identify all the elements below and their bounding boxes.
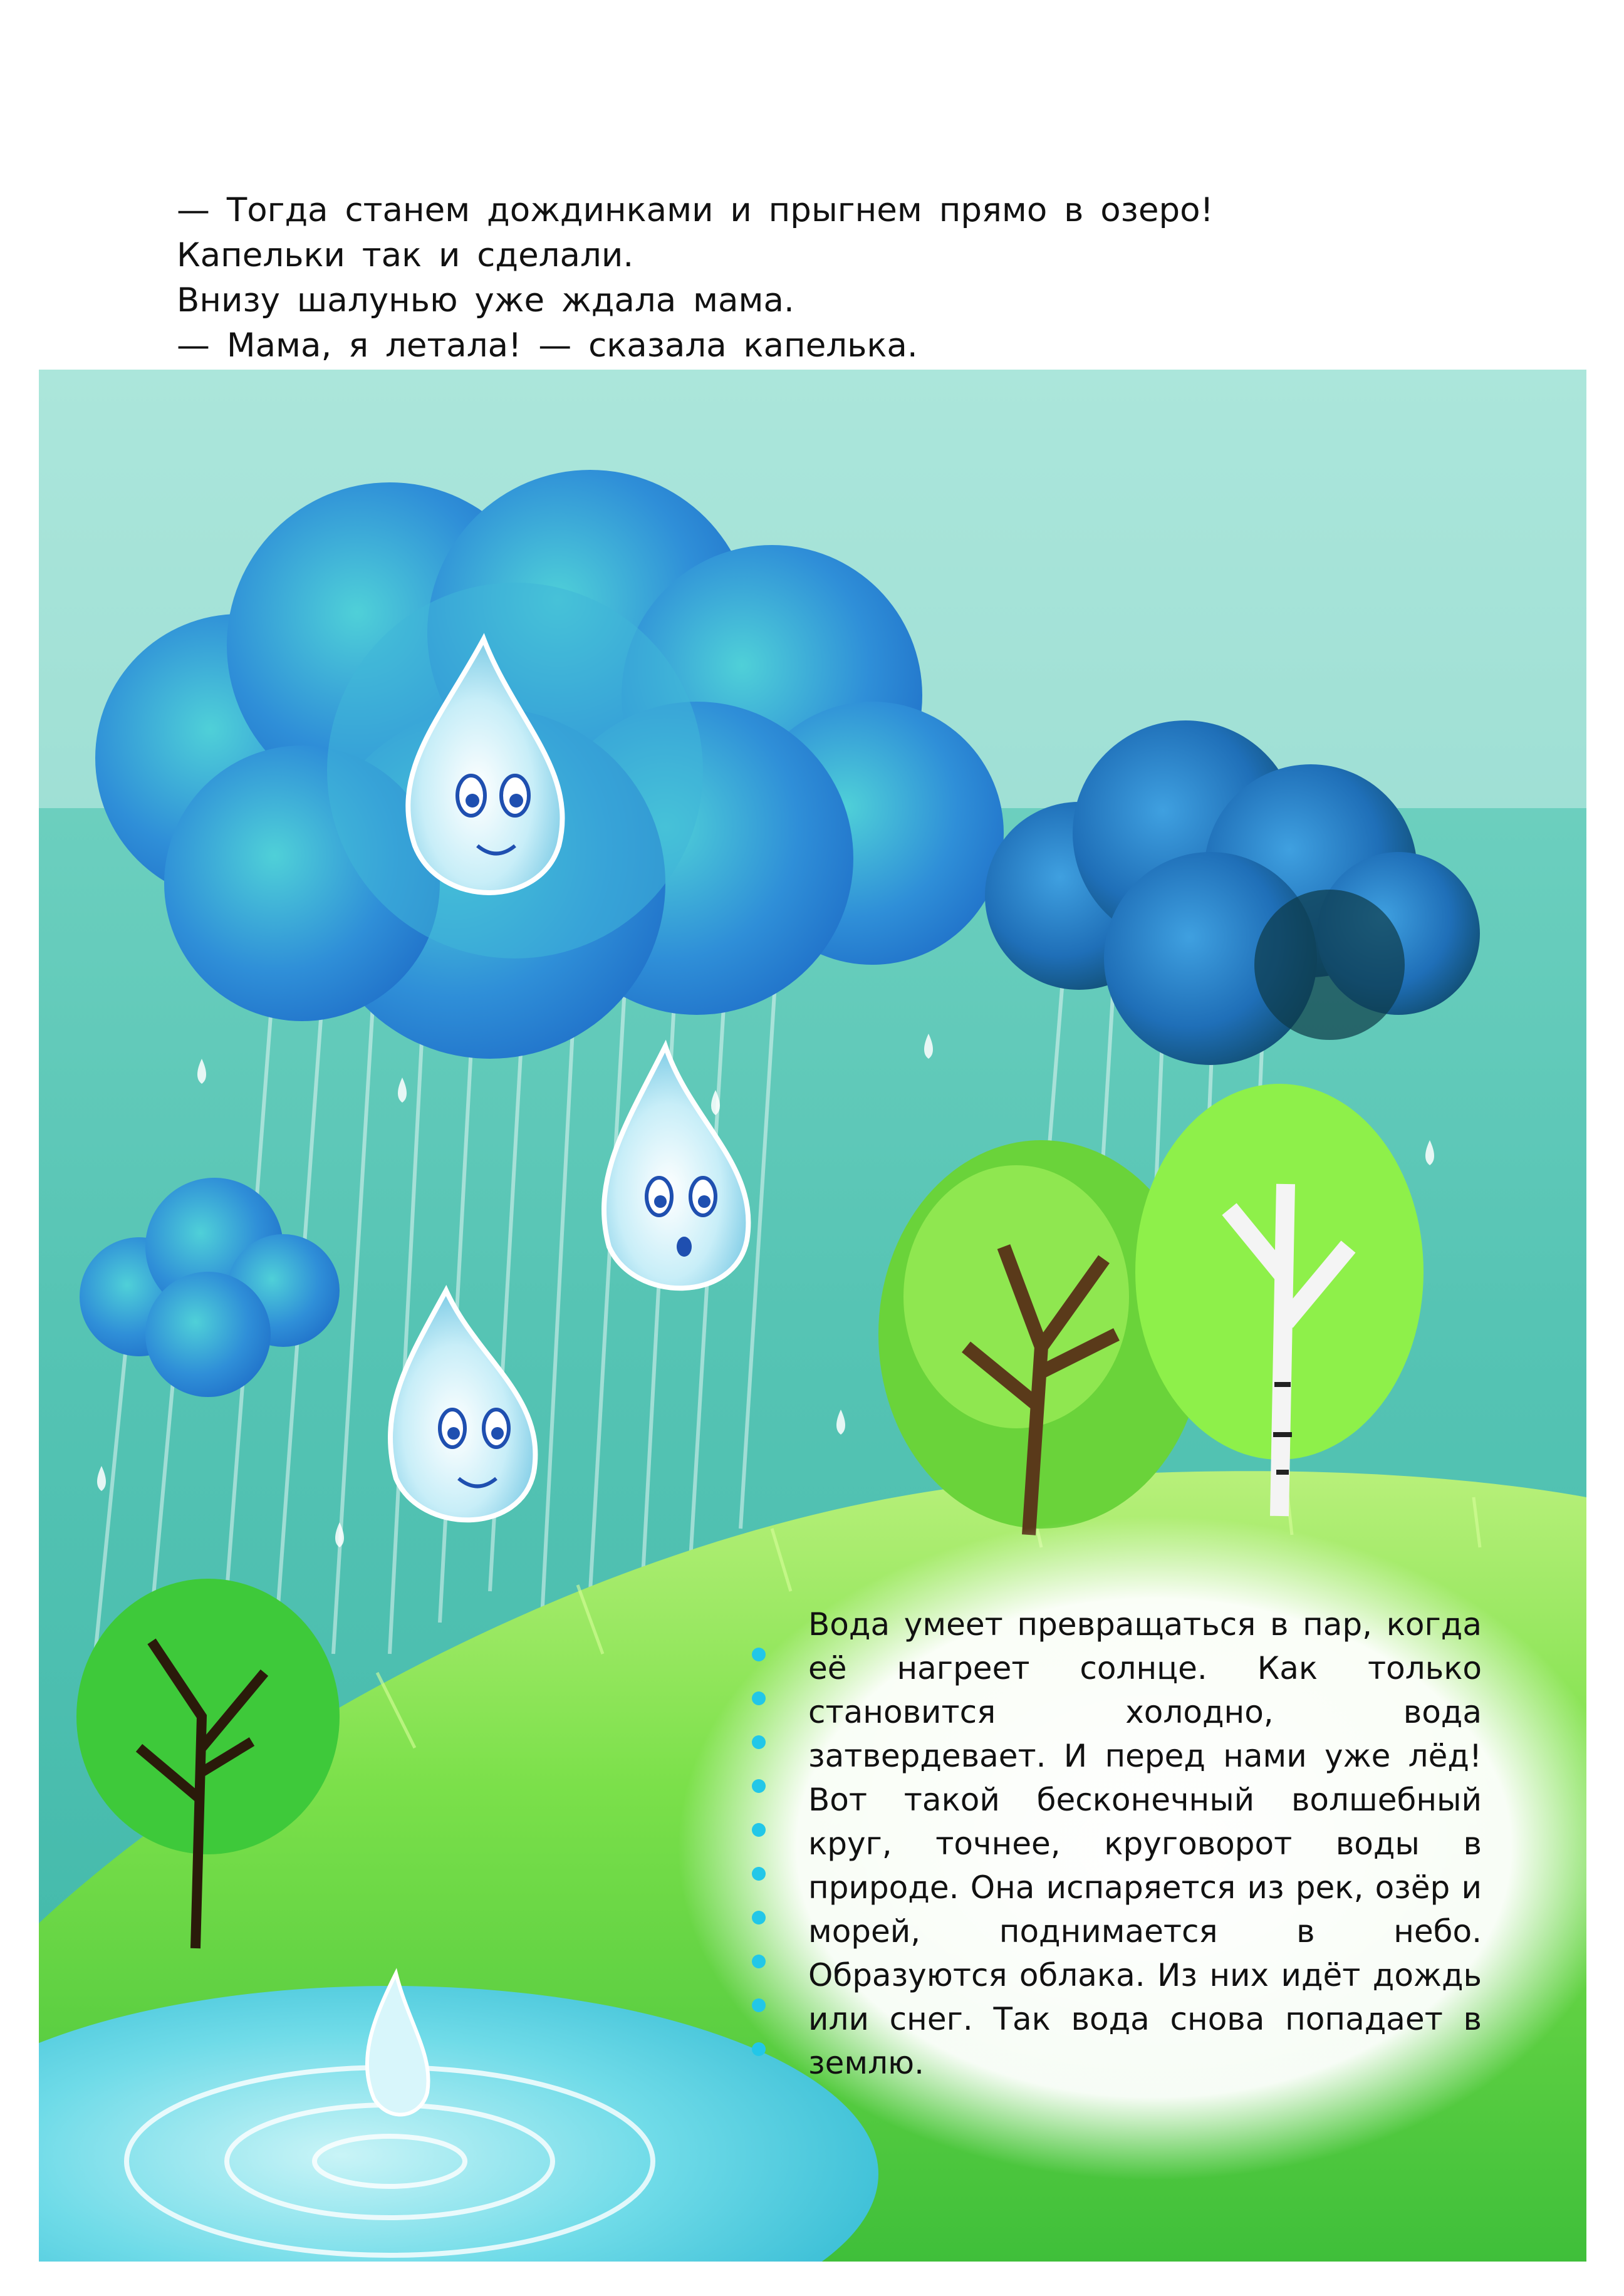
story-line: — Тогда станем дождинками и прыгнем прямо в озеро! <box>177 191 1214 229</box>
story-line: Капельки так и сделали. <box>177 236 634 274</box>
info-text: Вода умеет превращаться в пар, когда её нагреет солнце. Как только становится холодно, вода затвердевает. И перед нами уже лёд! Вот такой бесконечный волшебный круг, точнее, круговорот воды в природе. Она испаряется из рек, озёр и морей, поднимается в небо. Образуются облака. Из них идёт дождь или снег. Так вода снова попадает в землю. <box>808 1606 1482 2081</box>
bullet-dots <box>749 1648 768 2061</box>
bullet-dot <box>752 1735 766 1749</box>
story-line: — Мама, я летала! — сказала капелька. <box>177 326 918 365</box>
bullet-dot <box>752 1779 766 1793</box>
bullet-dot <box>752 1955 766 1968</box>
bullet-dot <box>752 1998 766 2012</box>
bullet-dot <box>752 1911 766 1925</box>
bullet-dot <box>752 1648 766 1661</box>
bullet-dot <box>752 1691 766 1705</box>
bullet-dot <box>752 1823 766 1837</box>
bullet-dot <box>752 1867 766 1881</box>
info-box <box>808 1603 1482 2085</box>
story-line: Внизу шалунью уже ждала мама. <box>177 281 794 319</box>
bullet-dot <box>752 2042 766 2056</box>
